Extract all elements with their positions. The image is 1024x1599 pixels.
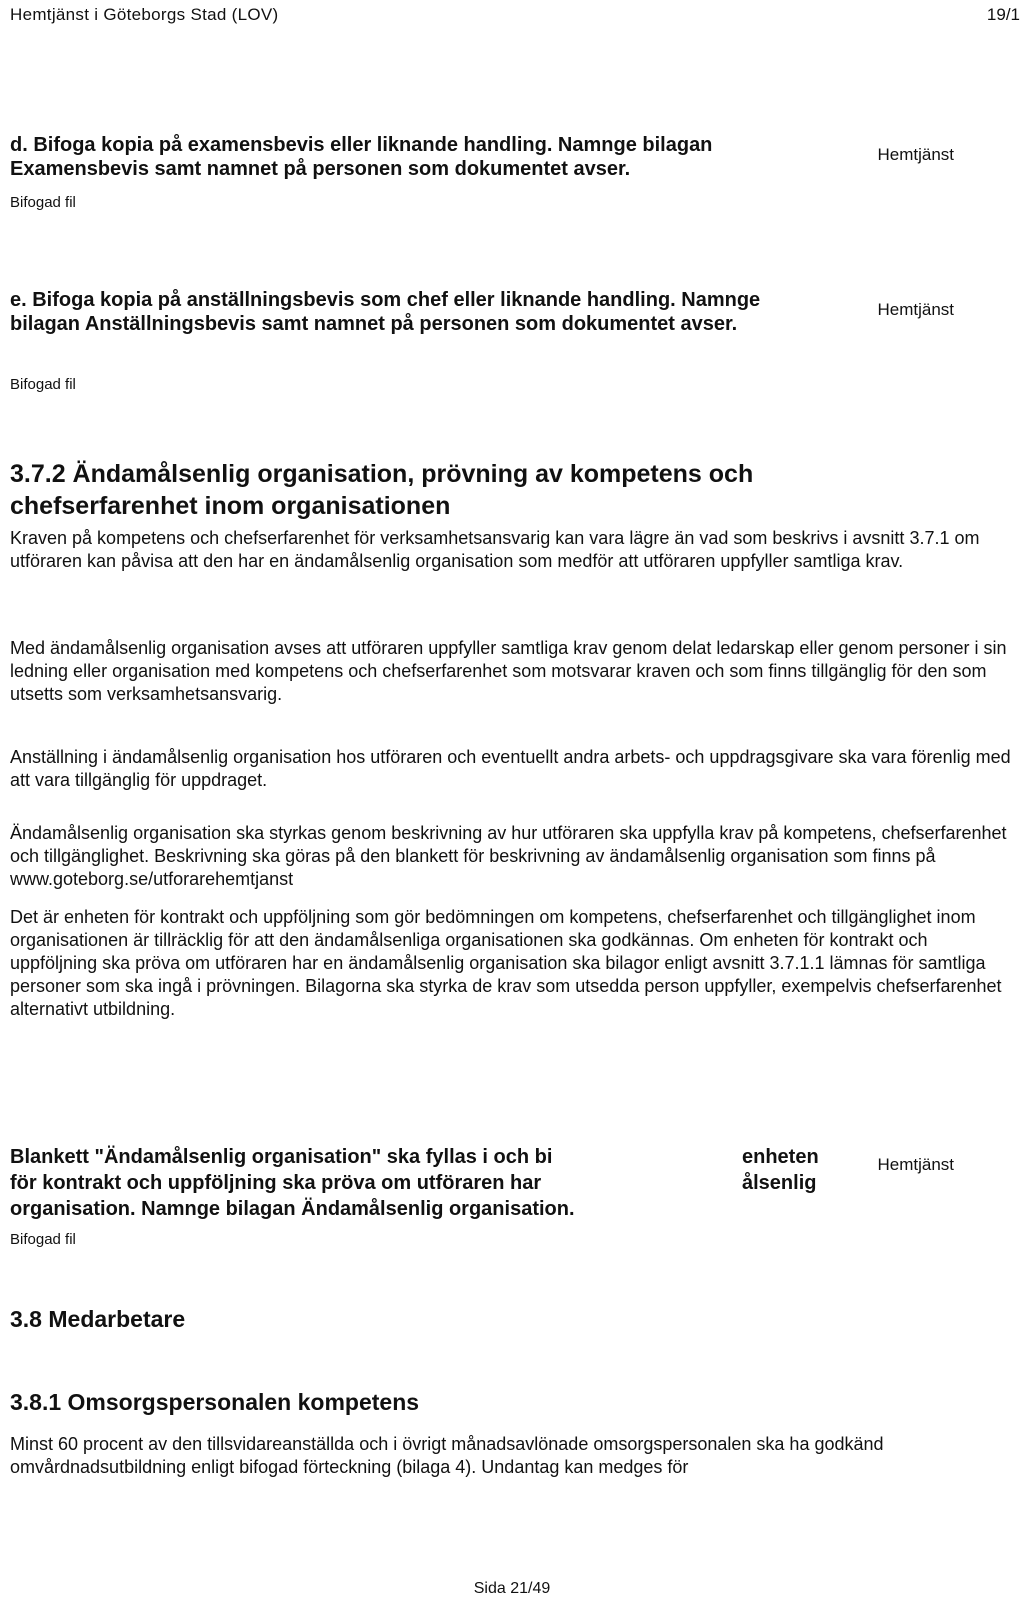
section-372-paragraph-5: Det är enheten för kontrakt och uppföljning som gör bedömningen om kompetens, chefserfarenhet och tillgänglighet inom organisationen är tillräcklig för att den ändamålsenliga organisationen ska godkännas. Om enheten för kontrakt och uppföljning ska pröva om utföraren har en ändamålsenlig organisation ska bilagor enligt avsnitt 3.7.1.1 lämnas för samtliga personer som ska ingå i prövningen. Bilagorna ska styrka de krav som utsedda person uppfyller, exempelvis chefserfarenhet alternativt utbildning. [10, 907, 1002, 1019]
item-d-tag: Hemtjänst [877, 145, 954, 164]
blankett-attachment[interactable]: Bifogad fil [10, 1231, 76, 1248]
cut-fragment-1: enheten [742, 1146, 819, 1168]
section-372-paragraph-3: Anställning i ändamålsenlig organisation hos utföraren och eventuellt andra arbets- och uppdragsgivare ska vara förenlig med att vara tillgänglig för uppdraget. [10, 747, 1011, 790]
section-381-heading: 3.8.1 Omsorgspersonalen kompetens [10, 1389, 420, 1415]
blankett-title-line-2: för kontrakt och uppföljning ska pröva om utföraren har [10, 1172, 542, 1194]
header-title: Hemtjänst i Göteborgs Stad (LOV) [10, 5, 279, 24]
section-38-heading: 3.8 Medarbetare [10, 1306, 186, 1332]
blankett-title-line-1: Blankett "Ändamålsenlig organisation" ska fyllas i och bi [10, 1146, 553, 1168]
section-381-paragraph: Minst 60 procent av den tillsvidareanställda och i övrigt månadsavlönade omsorgspersonalen ska ha godkänd omvårdnadsutbildning enligt bifogad förteckning (bilaga 4). Undantag kan medges för [10, 1434, 884, 1477]
header-date: 19/1 [986, 5, 1020, 24]
blankett-title-line-3: organisation. Namnge bilagan Ändamålsenlig organisation. [10, 1198, 575, 1220]
item-e-title: e. Bifoga kopia på anställningsbevis som chef eller liknande handling. Namnge bilagan Anställningsbevis samt namnet på personen som dokumentet avser. [10, 289, 761, 335]
page-number: Sida 21/49 [473, 1580, 551, 1597]
cut-fragment-2: ålsenlig [742, 1172, 817, 1194]
section-372-paragraph-1: Kraven på kompetens och chefserfarenhet för verksamhetsansvarig kan vara lägre än vad som beskrivs i avsnitt 3.7.1 om utföraren kan påvisa att den har en ändamålsenlig organisation som medför att utföraren uppfyller samtliga krav. [10, 528, 980, 571]
blankett-tag: Hemtjänst [877, 1155, 954, 1174]
section-372-paragraph-2: Med ändamålsenlig organisation avses att utföraren uppfyller samtliga krav genom delat ledarskap eller genom personer i sin ledning eller organisation med kompetens och chefserfarenhet som motsvarar kraven och som finns tillgänglig för den som utsetts som verksamhetsansvarig. [10, 638, 1007, 704]
section-372-paragraph-4: Ändamålsenlig organisation ska styrkas genom beskrivning av hur utföraren ska uppfylla krav på kompetens, chefserfarenhet och tillgänglighet. Beskrivning ska göras på den blankett för beskrivning av ändamålsenlig organisation som finns på www.goteborg.se/utforarehemtjanst [10, 823, 1007, 889]
item-e-tag: Hemtjänst [877, 300, 954, 319]
item-e-attachment[interactable]: Bifogad fil [10, 376, 76, 393]
item-d-title: d. Bifoga kopia på examensbevis eller liknande handling. Namnge bilagan Examensbevis samt namnet på personen som dokumentet avser. [10, 134, 713, 180]
section-372-heading: 3.7.2 Ändamålsenlig organisation, prövning av kompetens och chefserfarenhet inom organisationen [10, 460, 754, 520]
item-d-attachment[interactable]: Bifogad fil [10, 194, 76, 211]
